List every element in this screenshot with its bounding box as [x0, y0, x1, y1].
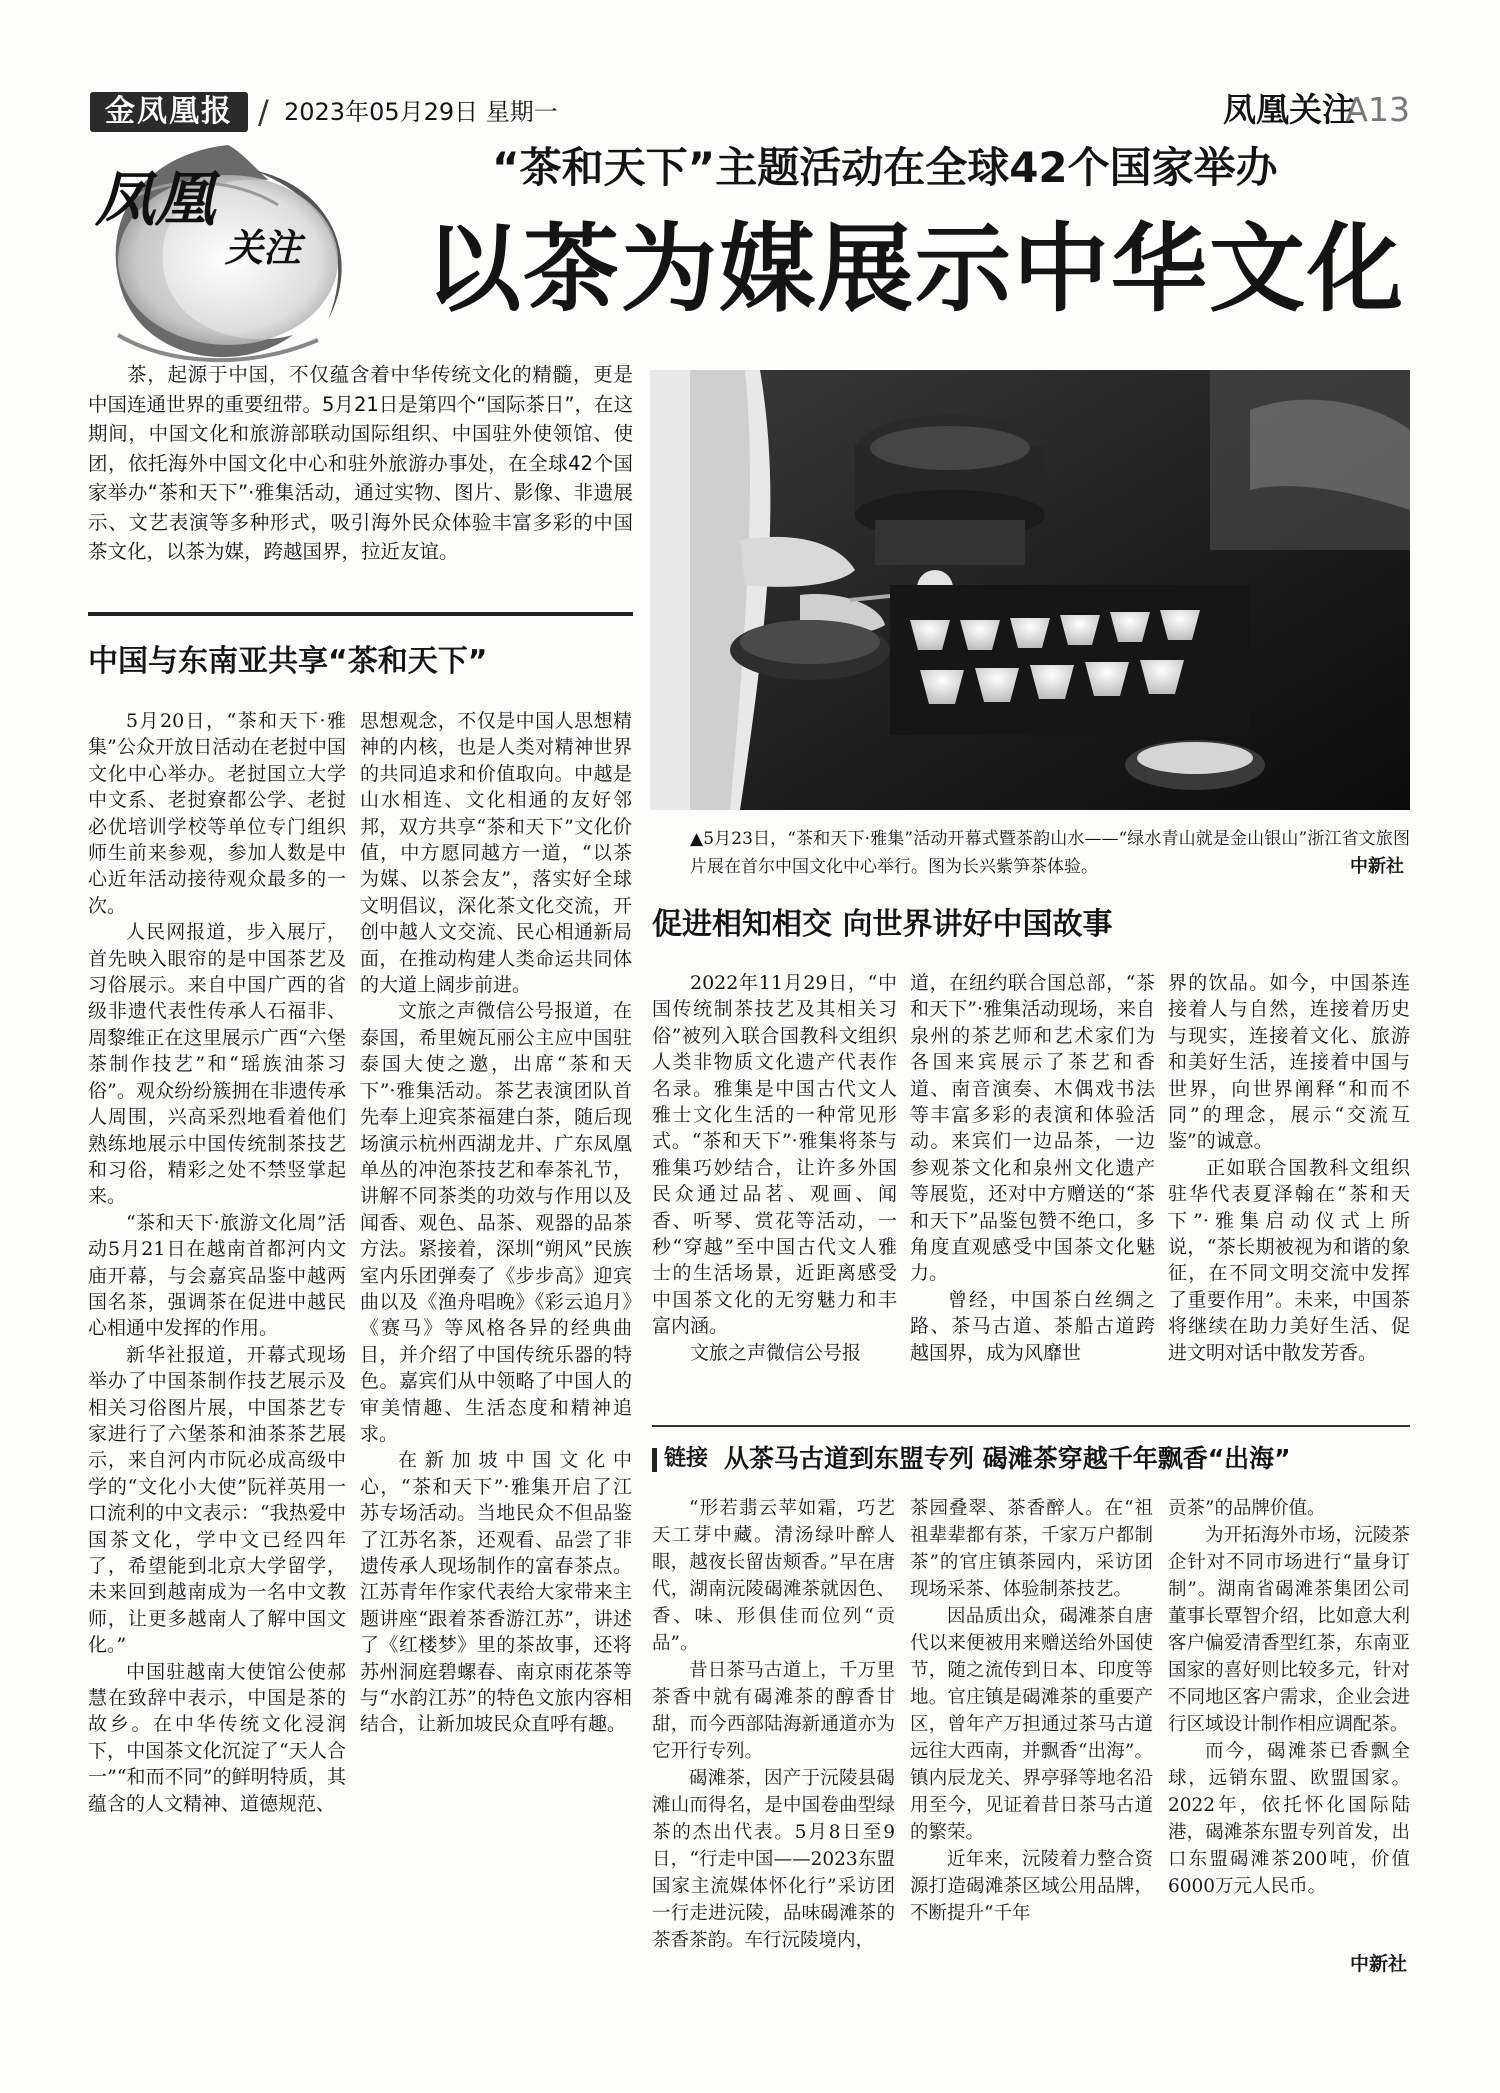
page-number: A13: [1345, 90, 1410, 129]
section2-column-1: [652, 970, 897, 1366]
logo-sub-text: 关注: [225, 226, 302, 270]
lead-divider: [88, 612, 633, 616]
article-subtitle: “茶和天下”主题活动在全球42个国家举办: [492, 143, 1278, 192]
link-marker-icon: [652, 1448, 657, 1472]
paragraph: 昔日茶马古道上，千万里茶香中就有碣滩茶的醇香甘甜，而今西部陆海新通道亦为它开行专列。: [652, 1660, 895, 1762]
paragraph: 5月20日，“茶和天下·雅集”公众开放日活动在老挝中国文化中心举办。老挝国立大学中文系、老挝寮都公学、老挝必优培训学校等单位专门组织师生前来参观，参加人数是中心近年活动接待观众最多的一次。: [88, 710, 346, 917]
section1-column-1: [88, 708, 346, 1817]
section2-title: 促进相知相交 向世界讲好中国故事: [652, 907, 1113, 942]
paragraph: “茶和天下·旅游文化周”活动5月21日在越南首都河内文庙开幕，与会嘉宾品鉴中越两国名茶，强调茶在促进中越民心相通中发挥的作用。: [88, 1211, 346, 1340]
paragraph: 而今，碣滩茶已香飘全球，远销东盟、欧盟国家。2022年，依托怀化国际陆港，碣滩茶东盟专列首发，出口东盟碣滩茶200吨，价值6000万元人民币。: [1168, 1741, 1410, 1897]
paragraph: 近年来，沅陵着力整合资源打造碣滩茶区域公用品牌，不断提升“千年: [910, 1849, 1153, 1924]
paragraph: 人民网报道，步入展厅，首先映入眼帘的是中国茶艺及习俗展示。来自中国广西的省级非遗代表性传承人石福非、周黎维正在这里展示广西“六堡茶制作技艺”和“瑶族油茶习俗”。观众纷纷簇拥在非遗传承人周围，兴高采烈地看着他们熟练地展示中国传统制茶技艺和习俗，精彩之处不禁竖掌起来。: [88, 921, 346, 1208]
section2-column-3: [1168, 970, 1410, 1366]
paragraph: 碣滩茶，因产于沅陵县碣滩山而得名，是中国卷曲型绿茶的杰出代表。5月8日至9日，“行走中国——2023东盟国家主流媒体怀化行”采访团一行走进沅陵，品味碣滩茶的茶香茶韵。车行沅陵境内，: [652, 1768, 895, 1951]
logo-main-text: 凤凰: [95, 165, 215, 235]
section2-column-2: [910, 970, 1155, 1366]
paragraph: 在新加坡中国文化中心，“茶和天下”·雅集开启了江苏专场活动。当地民众不但品鉴了江苏名茶，还观看、品尝了非遗传承人现场制作的富春茶点。江苏青年作家代表给大家带来主题讲座“跟着茶香游江苏”，讲述了《红楼梦》里的茶故事，还将苏州洞庭碧螺春、南京雨花茶等与“水韵江苏”的特色文旅内容相结合，让新加坡民众直呼有趣。: [360, 1449, 632, 1736]
paragraph: 为开拓海外市场，沅陵茶企针对不同市场进行“量身订制”。湖南省碣滩茶集团公司董事长覃智介绍，比如意大利客户偏爱清香型红茶，东南亚国家的喜好则比较多元，针对不同地区客户需求，企业会进行区域设计制作相应调配茶。: [1168, 1525, 1410, 1735]
paragraph: 贡茶”的品牌价值。: [1168, 1498, 1326, 1519]
link-credit: 中新社: [1350, 1953, 1408, 1975]
paragraph: 界的饮品。如今，中国茶连接着人与自然，连接着历史与现实，连接着文化、旅游和美好生活，连接着中国与世界，向世界阐释“和而不同”的理念，展示“交流互鉴”的诚意。: [1168, 972, 1410, 1153]
link-column-2: [910, 1495, 1153, 1927]
paragraph: 正如联合国教科文组织驻华代表夏泽翰在“茶和天下”·雅集启动仪式上所说，“茶长期被视为和谐的象征，在不同文明交流中发挥了重要作用”。未来，中国茶将继续在助力美好生活、促进文明对话中散发芳香。: [1168, 1156, 1410, 1364]
link-column-1: [652, 1495, 895, 1954]
link-column-3: [1168, 1495, 1410, 1900]
link-label: 链接: [664, 1446, 709, 1471]
issue-date: 2023年05月29日 星期一: [284, 98, 558, 126]
paragraph: “形若翡云苹如霜，巧艺天工芽中藏。清汤绿叶醉人眼，越夜长留齿颊香。”早在唐代，湖南沅陵碣滩茶就因色、香、味、形俱佳而位列“贡品”。: [652, 1498, 895, 1654]
article-headline: 以茶为媒展示中华文化: [425, 213, 1405, 325]
section-divider: [652, 1425, 1410, 1427]
paragraph: 曾经，中国茶白丝绸之路、茶马古道、茶船古道跨越国界，成为风靡世: [910, 1288, 1155, 1364]
masthead: 金凤凰报: [90, 92, 248, 132]
paragraph: 文旅之声微信公号报: [690, 1341, 862, 1364]
masthead-slash: /: [258, 93, 269, 131]
paragraph: 思想观念，不仅是中国人思想精神的内核，也是人类对精神世界的共同追求和价值取向。中越是山水相连、文化相通的友好邻邦，双方共享“茶和天下”文化价值，中方愿同越方一道，“以茶为媒、以茶会友”，落实好全球文明倡议，深化茶文化交流，开创中越人文交流、民心相通新局面，在推动构建人类命运共同体的大道上阔步前进。: [360, 710, 632, 997]
photo-credit: 中新社: [1350, 856, 1404, 877]
section1-column-2: [360, 708, 632, 1738]
lead-paragraph: 茶，起源于中国，不仅蕴含着中华传统文化的精髓，更是中国连通世界的重要纽带。5月21日是第四个“国际茶日”，在这期间，中国文化和旅游部联动国际组织、中国驻外使领馆、使团，依托海外中国文化中心和驻外旅游办事处，在全球42个国家举办“茶和天下”·雅集活动，通过实物、图片、影像、非遗展示、文艺表演等多种形式，吸引海外民众体验丰富多彩的中国茶文化，以茶为媒，跨越国界，拉近友谊。: [88, 363, 633, 563]
paragraph: 道，在纽约联合国总部，“茶和天下”·雅集活动现场，来自泉州的茶艺师和艺术家们为各国来宾展示了茶艺和香道、南音演奏、木偶戏书法等丰富多彩的表演和体验活动。来宾们一边品茶，一边参观茶文化和泉州文化遗产等展览，还对中方赠送的“茶和天下”品鉴包赞不绝口，多角度直观感受中国茶文化魅力。: [910, 972, 1155, 1285]
section1-title: 中国与东南亚共享“茶和天下”: [88, 644, 488, 679]
photo-caption: ▲5月23日，“茶和天下·雅集”活动开幕式暨茶韵山水——“绿水青山就是金山银山”浙江省文旅图片展在首尔中国文化中心举行。图为长兴紫笋茶体验。: [690, 829, 1410, 877]
tea-ceremony-photo: [650, 370, 1410, 810]
paragraph: 中国驻越南大使馆公使郝慧在致辞中表示，中国是茶的故乡。在中华传统文化浸润下，中国茶文化沉淀了“天人合一”“和而不同”的鲜明特质，其蕴含的人文精神、道德规范、: [88, 1660, 346, 1815]
paragraph: 2022年11月29日，“中国传统制茶技艺及其相关习俗”被列入联合国教科文组织人类非物质文化遗产代表作名录。雅集是中国古代文人雅士文化生活的一种常见形式。“茶和天下”·雅集将茶与雅集巧妙结合，让许多外国民众通过品茗、观画、闻香、听琴、赏花等活动，一秒“穿越”至中国古代文人雅士的生活场景，近距离感受中国茶文化的无穷魅力和丰富内涵。: [652, 972, 897, 1338]
link-title: 从茶马古道到东盟专列 碣滩茶穿越千年飘香“出海”: [724, 1444, 1291, 1473]
section-name: 凤凰关注: [1223, 90, 1355, 129]
paragraph: 文旅之声微信公号报道，在泰国，希里婉瓦丽公主应中国驻泰国大使之邀，出席“茶和天下”·雅集活动。茶艺表演团队首先奉上迎宾茶福建白茶，随后现场演示杭州西湖龙井、广东凤凰单丛的冲泡茶技艺和奉茶礼节，讲解不同茶类的功效与作用以及闻香、观色、品茶、观器的品茶方法。紧接着，深圳“朔风”民族室内乐团弹奏了《步步高》迎宾曲以及《渔舟唱晚》《彩云追月》《赛马》等风格各异的经典曲目，并介绍了中国传统乐器的特色。嘉宾们从中领略了中国人的审美情趣、生活态度和精神追求。: [360, 1000, 632, 1445]
paragraph: 新华社报道，开幕式现场举办了中国茶制作技艺展示及相关习俗图片展，中国茶艺专家进行了六堡茶和油茶茶艺展示，来自河内市阮必成高级中学的“文化小大使”阮祥英用一口流利的中文表示：“我热爱中国茶文化，学中文已经四年了，希望能到北京大学留学，未来回到越南成为一名中文教师，让更多越南人了解中国文化。”: [88, 1343, 346, 1657]
paragraph: 因品质出众，碣滩茶自唐代以来便被用来赠送给外国使节，随之流传到日本、印度等地。官庄镇是碣滩茶的重要产区，曾年产万担通过茶马古道远往大西南，并飘香“出海”。镇内辰龙关、界亭驿等地名沿用至今，见证着昔日茶马古道的繁荣。: [910, 1606, 1153, 1843]
paragraph: 茶园叠翠、茶香醉人。在“祖祖辈辈都有茶，千家万户都制茶”的官庄镇茶园内，采访团现场采茶、体验制茶技艺。: [910, 1498, 1153, 1600]
